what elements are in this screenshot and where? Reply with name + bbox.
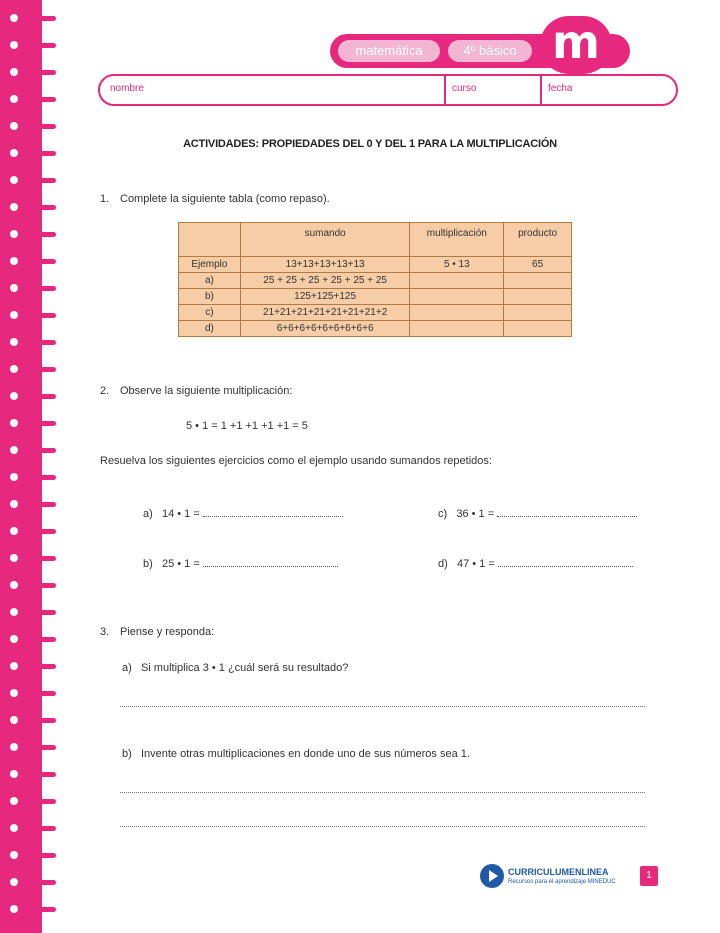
binding-hole: [10, 95, 18, 103]
table-cell: b): [179, 289, 241, 305]
binding-hole: [10, 230, 18, 238]
binding-hole: [10, 257, 18, 265]
binding-hole: [10, 500, 18, 508]
binding-ring: [26, 907, 56, 912]
binding-ring: [26, 340, 56, 345]
binding-hole: [10, 851, 18, 859]
question-number: 3.: [100, 626, 110, 638]
binding-hole: [10, 716, 18, 724]
footer-brand: CURRICULUMENLINEA: [508, 867, 609, 877]
table-cell[interactable]: [410, 305, 504, 321]
binding-strip: [0, 0, 42, 933]
sum-table: [178, 222, 572, 337]
column-header: producto: [504, 223, 572, 257]
binding-ring: [26, 97, 56, 102]
binding-ring: [26, 70, 56, 75]
binding-hole: [10, 770, 18, 778]
binding-ring: [26, 637, 56, 642]
binding-ring: [26, 502, 56, 507]
exercise-expression: 25 • 1 =: [161, 558, 200, 570]
binding-hole: [10, 365, 18, 373]
exercise-d: [438, 558, 633, 570]
table-cell: c): [179, 305, 241, 321]
binding-hole: [10, 878, 18, 886]
binding-hole: [10, 527, 18, 535]
answer-blank[interactable]: [498, 558, 633, 567]
answer-blank[interactable]: [497, 508, 637, 517]
binding-hole: [10, 635, 18, 643]
binding-hole: [10, 284, 18, 292]
table-cell: 5 • 13: [410, 257, 504, 273]
question-text: Piense y responda:: [120, 626, 215, 638]
exercise-c: [438, 508, 637, 520]
page-title: ACTIVIDADES: PROPIEDADES DEL 0 Y DEL 1 PARA LA MULTIPLICACIÓN: [183, 138, 557, 150]
table-cell: d): [179, 321, 241, 337]
binding-ring: [26, 205, 56, 210]
logo: m: [540, 16, 612, 74]
binding-ring: [26, 259, 56, 264]
table-row: [179, 321, 572, 337]
table-cell[interactable]: [504, 321, 572, 337]
divider: [540, 76, 542, 104]
exercise-a: [143, 508, 343, 520]
binding-hole: [10, 68, 18, 76]
question-text: Complete la siguiente tabla (como repaso).: [120, 193, 330, 205]
table-cell: a): [179, 273, 241, 289]
table-cell[interactable]: [410, 273, 504, 289]
question-number: 2.: [100, 385, 110, 397]
divider: [444, 76, 446, 104]
exercise-expression: 47 • 1 =: [456, 558, 495, 570]
question-3b: [122, 748, 470, 760]
binding-ring: [26, 880, 56, 885]
instruction-text: Resuelva los siguientes ejercicios como el ejemplo usando sumandos repetidos:: [100, 455, 492, 467]
name-label: nombre: [110, 83, 144, 94]
table-cell: 6+6+6+6+6+6+6+6+6: [240, 321, 410, 337]
binding-ring: [26, 853, 56, 858]
binding-hole: [10, 392, 18, 400]
binding-hole: [10, 824, 18, 832]
table-row: [179, 305, 572, 321]
example-expression: 5 • 1 = 1 +1 +1 +1 +1 = 5: [186, 420, 308, 432]
binding-ring: [26, 691, 56, 696]
binding-hole: [10, 311, 18, 319]
binding-hole: [10, 689, 18, 697]
binding-hole: [10, 797, 18, 805]
answer-blank[interactable]: [203, 508, 343, 517]
exercise-expression: 36 • 1 =: [456, 508, 495, 520]
grade-badge: 4º básico: [448, 40, 532, 62]
exercise-label: d): [438, 558, 448, 570]
column-header: multiplicación: [410, 223, 504, 257]
spiral-binding: [0, 0, 58, 933]
binding-hole: [10, 203, 18, 211]
question-2: [100, 385, 292, 397]
footer-subtitle: Recursos para el aprendizaje MINEDUC: [508, 879, 616, 885]
table-cell[interactable]: [410, 289, 504, 305]
table-cell: Ejemplo: [179, 257, 241, 273]
binding-hole: [10, 446, 18, 454]
binding-hole: [10, 554, 18, 562]
binding-ring: [26, 610, 56, 615]
answer-line[interactable]: [120, 706, 645, 707]
binding-ring: [26, 286, 56, 291]
binding-hole: [10, 473, 18, 481]
exercise-expression: 14 • 1 =: [161, 508, 200, 520]
binding-ring: [26, 583, 56, 588]
course-label: curso: [452, 83, 477, 94]
date-label: fecha: [548, 83, 573, 94]
table-cell: 21+21+21+21+21+21+21+2: [240, 305, 410, 321]
table-cell: 65: [504, 257, 572, 273]
column-header: sumando: [240, 223, 410, 257]
table-cell[interactable]: [504, 305, 572, 321]
question-3a: [122, 662, 348, 674]
table-cell[interactable]: [504, 289, 572, 305]
binding-ring: [26, 448, 56, 453]
answer-line[interactable]: [120, 792, 645, 793]
exercise-label: c): [438, 508, 448, 520]
table-row: [179, 257, 572, 273]
question-text: Observe la siguiente multiplicación:: [120, 385, 293, 397]
page-number: 1: [640, 866, 658, 886]
sub-question-label: a): [122, 662, 132, 674]
binding-hole: [10, 14, 18, 22]
sub-question-text: Invente otras multiplicaciones en donde uno de sus números sea 1.: [140, 748, 470, 760]
table-row: [179, 273, 572, 289]
binding-ring: [26, 772, 56, 777]
sub-question-label: b): [122, 748, 132, 760]
binding-ring: [26, 421, 56, 426]
exercise-b: [143, 558, 338, 570]
sub-question-text: Si multiplica 3 • 1 ¿cuál será su resultado?: [140, 662, 349, 674]
table-cell: 125+125+125: [240, 289, 410, 305]
binding-hole: [10, 176, 18, 184]
binding-ring: [26, 799, 56, 804]
exercise-label: b): [143, 558, 153, 570]
binding-ring: [26, 826, 56, 831]
question-3: [100, 626, 214, 638]
play-icon: [480, 864, 504, 888]
binding-hole: [10, 419, 18, 427]
binding-hole: [10, 581, 18, 589]
binding-hole: [10, 608, 18, 616]
binding-ring: [26, 394, 56, 399]
binding-ring: [26, 16, 56, 21]
binding-ring: [26, 718, 56, 723]
question-number: 1.: [100, 193, 110, 205]
binding-ring: [26, 529, 56, 534]
binding-hole: [10, 122, 18, 130]
table-header-row: [179, 223, 572, 257]
answer-blank[interactable]: [203, 558, 338, 567]
binding-ring: [26, 556, 56, 561]
binding-ring: [26, 745, 56, 750]
table-row: [179, 289, 572, 305]
binding-hole: [10, 662, 18, 670]
student-info-bar: [98, 74, 678, 106]
table-cell[interactable]: [410, 321, 504, 337]
binding-ring: [26, 367, 56, 372]
column-header: [179, 223, 241, 257]
binding-ring: [26, 151, 56, 156]
binding-ring: [26, 475, 56, 480]
binding-hole: [10, 743, 18, 751]
binding-ring: [26, 664, 56, 669]
table-cell: 13+13+13+13+13: [240, 257, 410, 273]
binding-ring: [26, 313, 56, 318]
binding-hole: [10, 149, 18, 157]
subject-badge: matemática: [338, 40, 440, 62]
binding-hole: [10, 338, 18, 346]
question-1: [100, 193, 330, 205]
table-cell: 25 + 25 + 25 + 25 + 25 + 25: [240, 273, 410, 289]
table-cell[interactable]: [504, 273, 572, 289]
answer-line[interactable]: [120, 826, 645, 827]
binding-hole: [10, 905, 18, 913]
binding-ring: [26, 43, 56, 48]
binding-hole: [10, 41, 18, 49]
binding-ring: [26, 232, 56, 237]
binding-ring: [26, 124, 56, 129]
exercise-label: a): [143, 508, 153, 520]
binding-ring: [26, 178, 56, 183]
